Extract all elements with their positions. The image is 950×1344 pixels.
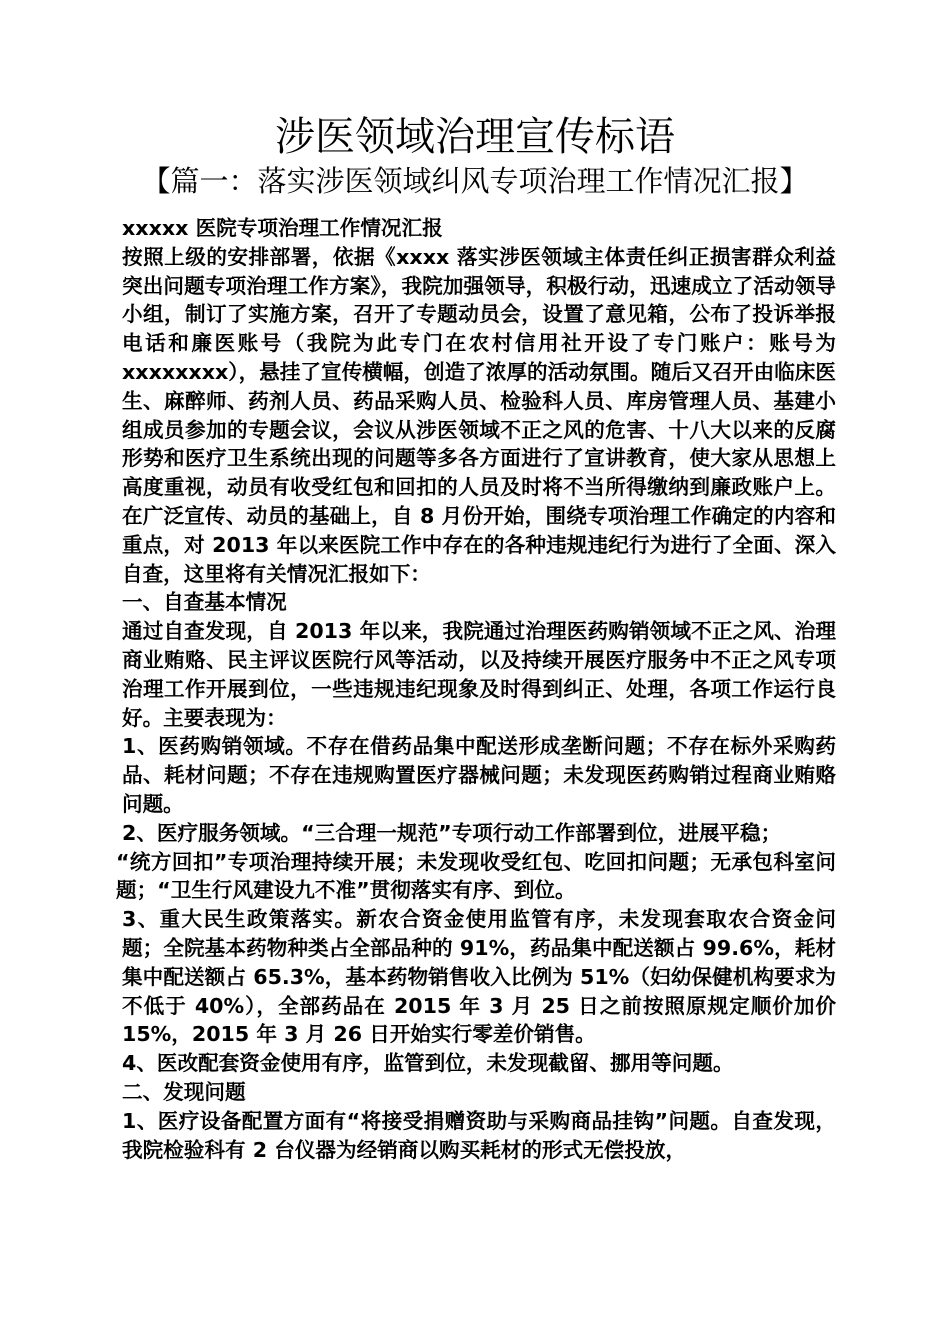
section-heading-self-check: 一、自查基本情况 <box>122 590 287 615</box>
section-heading-problems: 二、发现问题 <box>122 1079 246 1104</box>
paragraph-item-2-continued: “统方回扣”专项治理持续开展；未发现收受红包、吃回扣问题；无承包科室问题；“卫生行风建设九不准”贯彻落实有序、到位。 <box>116 849 836 903</box>
paragraph-item-1: 1、医药购销领域。不存在借药品集中配送形成垄断问题；不存在标外采购药品、耗材问题；不存在违规购置医疗器械问题；未发现医药购销过程商业贿赂问题。 <box>122 734 836 816</box>
report-heading: xxxxx 医院专项治理工作情况汇报 <box>122 216 443 240</box>
paragraph-intro: 按照上级的安排部署，依据《xxxx 落实涉医领域主体责任纠正损害群众利益突出问题专项治理工作方案》，我院加强领导，积极行动，迅速成立了活动领导小组，制订了实施方案，召开了专题动员会，设置了意见箱，公布了投诉举报电话和廉医账号（我院为此专门在农村信用社开设了专门账户：账号为 xxxxxxxx），悬挂了宣传横幅，创造了浓厚的活动氛围。随后又召开由临床医生、麻醉师、药剂人员、药品采购人员、检验科人员、库房管理人员、基建小组成员参加的专题会议，会议从涉医领域不正之风的危害、十八大以来的反腐形势和医疗卫生系统出现的问题等多各方面进行了宣讲教育，使大家从思想上高度重视，动员有收受红包和回扣的人员及时将不当所得缴纳到廉政账户上。在广泛宣传、动员的基础上，自 8 月份开始，围绕专项治理工作确定的内容和重点，对 2013 年以来医院工作中存在的各种违规违纪行为进行了全面、深入自查，这里将有关情况汇报如下： <box>122 244 836 586</box>
paragraph-item-4: 4、医改配套资金使用有序，监管到位，未发现截留、挪用等问题。 <box>122 1051 734 1076</box>
document-subtitle: 【篇一：落实涉医领域纠风专项治理工作情况汇报】 <box>141 164 809 198</box>
paragraph-problem-1: 1、医疗设备配置方面有“将接受捐赠资助与采购商品挂钩”问题。自查发现，我院检验科有 2 台仪器为经销商以购买耗材的形式无偿投放， <box>122 1108 836 1162</box>
paragraph-self-check: 通过自查发现，自 2013 年以来，我院通过治理医药购销领域不正之风、治理商业贿赂、民主评议医院行风等活动，以及持续开展医疗服务中不正之风专项治理工作开展到位，一些违规违纪现象及时得到纠正、处理，各项工作运行良好。主要表现为： <box>122 619 836 730</box>
paragraph-item-2: 2、医疗服务领域。“三合理一规范”专项行动工作部署到位，进展平稳； <box>122 820 782 845</box>
paragraph-item-3: 3、重大民生政策落实。新农合资金使用监管有序，未发现套取农合资金问题；全院基本药物种类占全部品种的 91%，药品集中配送额占 99.6%，耗材集中配送额占 65.3%，基本药物销售收入比例为 51%（妇幼保健机构要求为不低于 40%），全部药品在 2015 年 3 月 25 日之前按照原规定顺价加价 15%，2015 年 3 月 26 日开始实行零差价销售。 <box>122 907 836 1047</box>
document-body <box>116 214 836 1164</box>
document-title: 涉医领域治理宣传标语 <box>275 114 675 160</box>
